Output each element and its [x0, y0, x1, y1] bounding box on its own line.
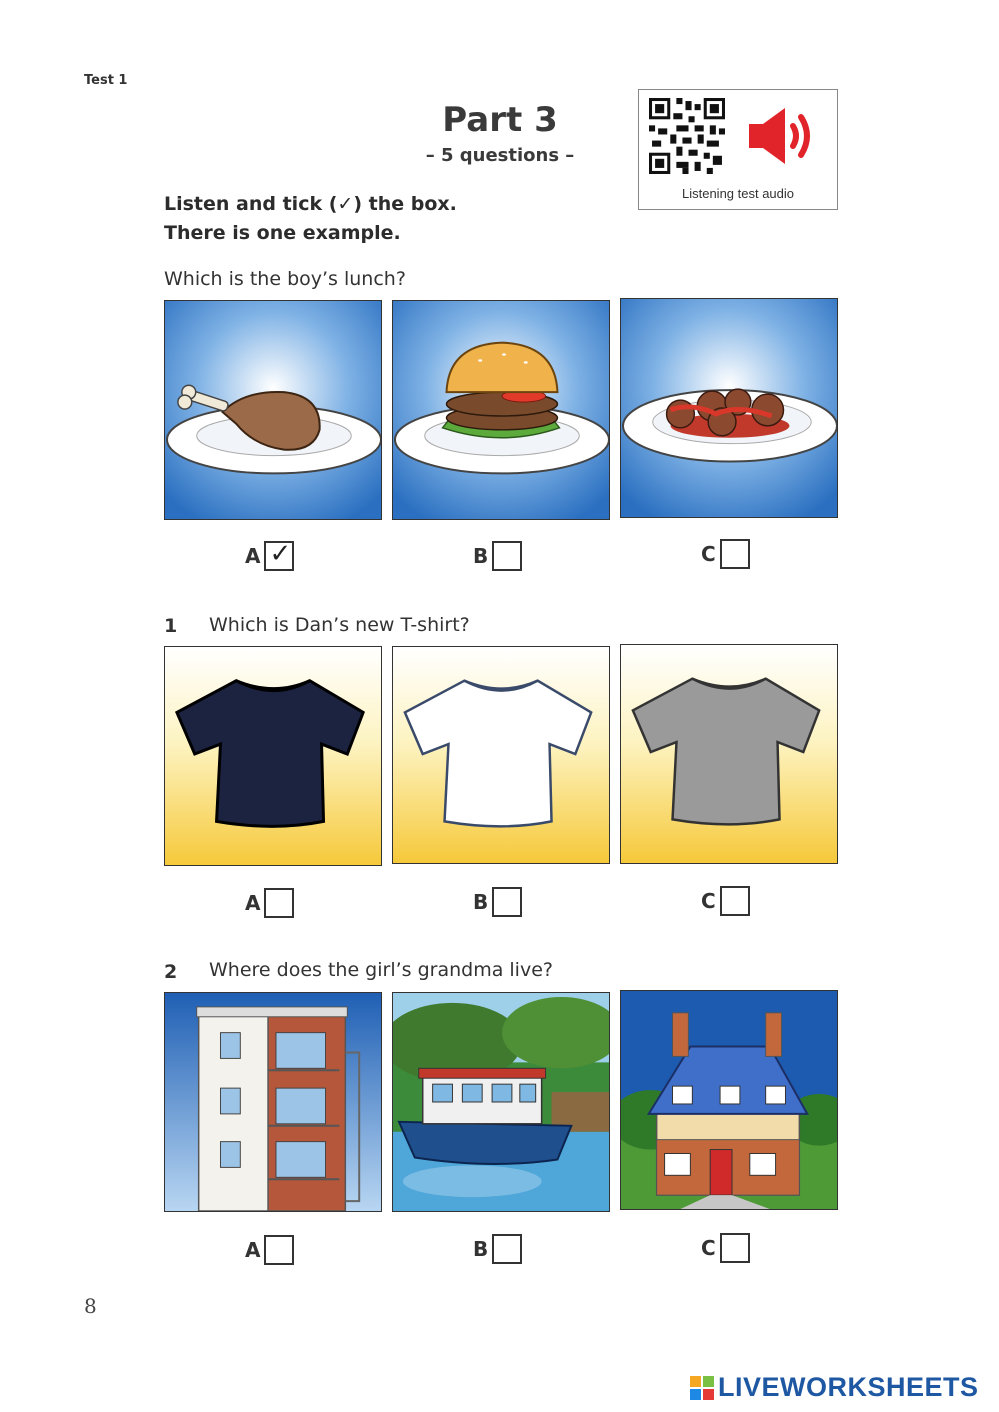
audio-label: Listening test audio	[681, 186, 795, 201]
checkbox[interactable]	[720, 1233, 750, 1263]
question-text: Which is Dan’s new T-shirt?	[209, 614, 470, 636]
test-label: Test 1	[84, 73, 128, 88]
checkbox[interactable]	[720, 886, 750, 916]
option-letter: C	[701, 542, 716, 566]
liveworksheets-icon	[690, 1376, 714, 1400]
speaker-icon[interactable]	[747, 104, 817, 168]
house-picture	[621, 991, 837, 1209]
question1-option-a[interactable]	[245, 888, 294, 918]
picture-black-t-shirt	[164, 646, 382, 866]
page-number: 8	[84, 1294, 97, 1318]
question2-option-a[interactable]	[245, 1235, 294, 1265]
question-number: 2	[164, 961, 178, 983]
tick-mark-icon: ✓	[269, 539, 292, 569]
checkbox[interactable]	[720, 539, 750, 569]
picture-chicken-leg	[164, 300, 382, 520]
qr-code-icon	[649, 98, 725, 174]
liveworksheets-logo[interactable]	[690, 1372, 979, 1403]
option-letter: A	[245, 544, 261, 568]
picture-apartment-building	[164, 992, 382, 1212]
instruction-line-1: Listen and tick (✓) the box.	[164, 193, 457, 215]
part-title: Part 3	[442, 100, 558, 140]
option-letter: B	[473, 544, 489, 568]
option-letter: C	[701, 889, 716, 913]
burger-picture	[393, 301, 609, 519]
picture-meatballs	[620, 298, 838, 518]
question1-option-b[interactable]	[473, 887, 522, 917]
option-letter: A	[245, 1238, 261, 1262]
checkbox-ticked[interactable]	[264, 541, 294, 571]
grey-t-shirt-picture	[621, 645, 837, 863]
checkbox[interactable]	[492, 541, 522, 571]
example-question: Which is the boy’s lunch?	[164, 268, 406, 290]
part-subtitle: – 5 questions –	[425, 145, 575, 166]
option-letter: B	[473, 1237, 489, 1261]
question-text: Where does the girl’s grandma live?	[209, 959, 553, 981]
checkbox[interactable]	[492, 887, 522, 917]
picture-white-t-shirt	[392, 646, 610, 864]
example-option-a[interactable]	[245, 541, 294, 571]
example-option-c[interactable]	[701, 539, 750, 569]
checkbox[interactable]	[492, 1234, 522, 1264]
question2-option-c[interactable]	[701, 1233, 750, 1263]
checkbox[interactable]	[264, 1235, 294, 1265]
black-t-shirt-picture	[165, 647, 381, 865]
question-number: 1	[164, 615, 178, 637]
option-letter: C	[701, 1236, 716, 1260]
brand-name: LIVEWORKSHEETS	[718, 1372, 979, 1402]
white-t-shirt-picture	[393, 647, 609, 863]
question2-option-b[interactable]	[473, 1234, 522, 1264]
picture-burger	[392, 300, 610, 520]
houseboat-picture	[393, 993, 609, 1211]
chicken-leg-picture	[165, 301, 381, 519]
picture-house	[620, 990, 838, 1210]
option-letter: A	[245, 891, 261, 915]
question1-option-c[interactable]	[701, 886, 750, 916]
picture-houseboat	[392, 992, 610, 1212]
option-letter: B	[473, 890, 489, 914]
checkbox[interactable]	[264, 888, 294, 918]
picture-grey-t-shirt	[620, 644, 838, 864]
meatballs-picture	[621, 299, 837, 517]
apartment-building-picture	[165, 993, 381, 1211]
example-option-b[interactable]	[473, 541, 522, 571]
instruction-line-2: There is one example.	[164, 222, 401, 244]
audio-player-box[interactable]	[638, 89, 838, 210]
